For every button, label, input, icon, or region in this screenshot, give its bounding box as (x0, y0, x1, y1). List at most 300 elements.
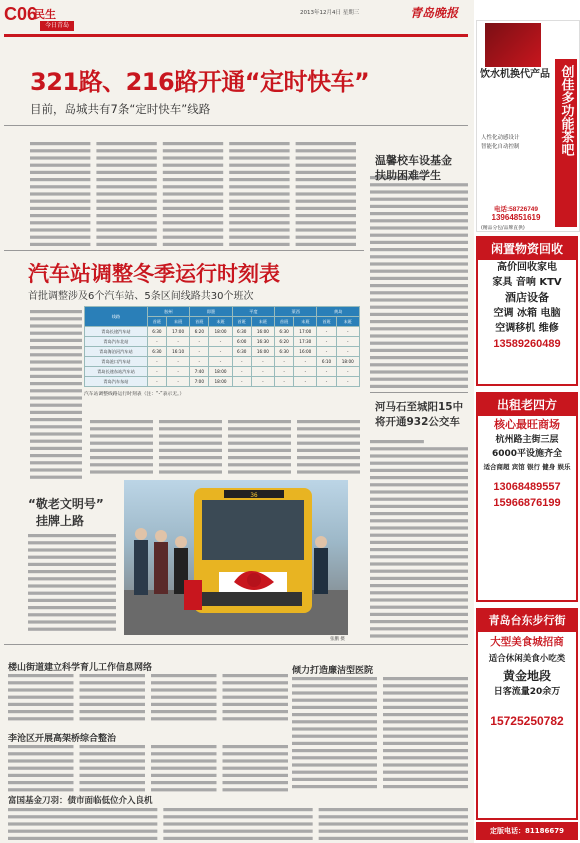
text-line (30, 346, 82, 349)
table-cell: - (190, 337, 209, 347)
text-line (8, 830, 157, 833)
table-cell: - (147, 377, 166, 387)
text-line (90, 456, 153, 459)
text-line (30, 353, 82, 356)
text-line (370, 476, 468, 479)
text-line (30, 149, 90, 152)
text-line (30, 468, 82, 471)
story2-rule (4, 250, 364, 251)
ad2-line-4: 空调 冰箱 电脑 (493, 308, 561, 319)
text-line (370, 562, 468, 565)
ad4-title: 青岛台东步行街 (478, 610, 576, 632)
text-line (8, 674, 74, 677)
text-line (163, 837, 312, 840)
text-line (319, 830, 468, 833)
ad-footer: 定版电话：81186679 (476, 822, 578, 840)
text-line (229, 228, 289, 231)
text-line (229, 164, 289, 167)
ad3-phone-2: 15966876199 (493, 497, 561, 509)
story3-headline (28, 496, 104, 530)
text-line (80, 717, 146, 720)
text-line (80, 745, 146, 748)
text-line (370, 183, 468, 186)
text-line (30, 324, 82, 327)
text-line (370, 320, 468, 323)
text-line (80, 703, 146, 706)
text-line (163, 221, 223, 224)
text-line (370, 598, 468, 601)
text-line (30, 375, 82, 378)
bottom-headline-3: 李沧区开展高架桥综合整治 (8, 734, 117, 744)
story3-headline-line-1: “敬老文明号” (28, 497, 104, 511)
table-cell: - (317, 327, 336, 337)
text-line (292, 763, 377, 766)
text-line (370, 440, 424, 443)
text-line (319, 822, 468, 825)
text-line (80, 688, 146, 691)
text-line (30, 228, 90, 231)
ad1-side-banner (555, 59, 577, 227)
text-line (223, 781, 289, 784)
table-row (85, 367, 360, 377)
ad1-image (485, 23, 541, 67)
table-row-header: 青岛海泊河汽车站 (85, 347, 148, 357)
text-line (370, 483, 468, 486)
table-cell: - (209, 337, 232, 347)
text-line (28, 556, 116, 559)
text-line (159, 442, 222, 445)
text-line (292, 684, 377, 687)
ad2-line-1: 高价回收家电 (497, 262, 557, 273)
text-line (297, 463, 360, 466)
text-line (296, 156, 356, 159)
text-line (229, 236, 289, 239)
text-line (30, 389, 82, 392)
text-line (383, 699, 468, 702)
text-line (370, 255, 468, 258)
text-line (163, 164, 223, 167)
ad1-phone-1: 电话:58726749 (493, 206, 539, 213)
text-line (8, 696, 74, 699)
text-line (229, 214, 289, 217)
section-subtitle: 今日青岛 (40, 21, 74, 31)
text-line (383, 778, 468, 781)
bottom-headline-4: 富国基金刀羽：债市面临低位介入良机 (8, 796, 153, 806)
text-line (370, 262, 468, 265)
text-line (163, 822, 312, 825)
text-line (292, 785, 377, 788)
text-line (159, 463, 222, 466)
table-cell: - (232, 367, 251, 377)
text-line (292, 699, 377, 702)
text-line (151, 781, 217, 784)
text-line (163, 214, 223, 217)
table-cell: 18:00 (209, 327, 232, 337)
text-line (370, 512, 468, 515)
ad3-subtitle: 核心最旺商场 (494, 418, 560, 431)
table-cell: - (294, 377, 317, 387)
text-line (292, 749, 377, 752)
table-cell: 6:10 (317, 357, 336, 367)
text-line (80, 781, 146, 784)
text-line (30, 185, 90, 188)
text-line (296, 171, 356, 174)
table-row-header: 青岛汽车东站 (85, 377, 148, 387)
text-line (223, 767, 289, 770)
text-line (223, 759, 289, 762)
text-line (151, 767, 217, 770)
text-line (228, 442, 291, 445)
table-cell: - (317, 367, 336, 377)
table-cell: - (147, 357, 166, 367)
text-line (151, 703, 217, 706)
side1-headline-line-2: 扶助困难学生 (375, 169, 441, 182)
text-line (229, 185, 289, 188)
table-cell: - (209, 347, 232, 357)
text-line (90, 434, 153, 437)
text-line (90, 463, 153, 466)
text-line (296, 228, 356, 231)
text-line (96, 236, 156, 239)
text-line (370, 334, 468, 337)
text-line (370, 570, 468, 573)
table-row-header: 青岛长途东站汽车站 (85, 367, 148, 377)
ad4-subtitle: 大型美食城招商 (490, 636, 564, 648)
side2-headline (375, 400, 463, 430)
text-line (96, 178, 156, 181)
text-line (163, 228, 223, 231)
text-line (96, 207, 156, 210)
ad1-phone-2: 13964851619 (491, 213, 541, 222)
ad1-note: (精品分包/品牌直供) (481, 226, 525, 231)
text-line (163, 192, 223, 195)
bus-illustration (124, 480, 348, 635)
table-cell: 6:20 (190, 327, 209, 337)
text-line (296, 185, 356, 188)
table-group-header-cell: 黄岛 (317, 307, 360, 317)
table-cell: 18:00 (209, 377, 232, 387)
text-line (96, 221, 156, 224)
text-line (319, 808, 468, 811)
text-line (370, 205, 468, 208)
table-cell: - (166, 337, 189, 347)
text-line (383, 742, 468, 745)
text-line (8, 815, 157, 818)
ad3-line-1: 杭州路主街三层 (495, 435, 559, 445)
text-line (151, 788, 217, 791)
table-cell: - (336, 347, 359, 357)
ad-column (474, 0, 580, 843)
text-line (96, 156, 156, 159)
table-group-header-cell: 胶州 (147, 307, 189, 317)
text-line (370, 447, 468, 450)
text-line (8, 781, 74, 784)
table-cell: 6:00 (232, 337, 251, 347)
text-line (383, 691, 468, 694)
text-line (28, 548, 116, 551)
text-line (30, 368, 82, 371)
table-cell: 16:00 (251, 347, 274, 357)
text-line (296, 207, 356, 210)
story2-subhead: 首批调整涉及6个汽车站、5条区间线路共30个班次 (28, 291, 254, 302)
text-line (8, 710, 74, 713)
table-row (85, 357, 360, 367)
ad3-phone-1: 13068489557 (493, 481, 561, 493)
table-cell: 6:30 (275, 347, 294, 357)
text-line (163, 808, 312, 811)
text-line (30, 440, 82, 443)
table-cell: - (294, 367, 317, 377)
text-line (228, 427, 291, 430)
text-line (80, 681, 146, 684)
paper-name: 青岛晚报 (410, 6, 459, 20)
text-line (151, 688, 217, 691)
text-line (28, 577, 116, 580)
table-sub-header-cell: 末班 (251, 317, 274, 327)
text-line (370, 606, 468, 609)
table-cell: - (251, 357, 274, 367)
text-line (228, 463, 291, 466)
text-line (163, 830, 312, 833)
text-line (90, 442, 153, 445)
text-line (30, 164, 90, 167)
ad1-side-text: 创佳多功能茶吧 (558, 65, 574, 156)
text-line (292, 706, 377, 709)
table-cell: - (275, 367, 294, 377)
text-line (96, 228, 156, 231)
text-line (383, 720, 468, 723)
table-cell: 7:40 (190, 367, 209, 377)
table-cell: 16:30 (251, 337, 274, 347)
text-line (151, 696, 217, 699)
text-line (30, 317, 82, 320)
text-line (223, 774, 289, 777)
ad-water-dispenser (476, 20, 580, 232)
bottom-rule (4, 644, 468, 645)
table-sub-header-cell: 首班 (232, 317, 251, 327)
ad4-line-2: 黄金地段 (502, 669, 551, 683)
lead-subhead: 目前，岛城共有7条“定时快车”线路 (30, 102, 211, 116)
table-sub-header-cell: 末班 (166, 317, 189, 327)
text-line (297, 434, 360, 437)
text-line (151, 774, 217, 777)
text-line (8, 703, 74, 706)
text-line (30, 200, 90, 203)
text-line (223, 788, 289, 791)
table-cell: - (147, 337, 166, 347)
text-line (292, 720, 377, 723)
text-line (30, 447, 82, 450)
text-line (370, 548, 468, 551)
text-line (30, 214, 90, 217)
text-line (163, 815, 312, 818)
text-line (159, 449, 222, 452)
text-line (96, 192, 156, 195)
table-cell: 17:00 (166, 327, 189, 337)
bus-photo (124, 480, 348, 635)
text-line (223, 745, 289, 748)
table-cell: - (251, 377, 274, 387)
ad2-line-2: 家具 音响 KTV (492, 277, 562, 288)
text-line (30, 432, 82, 435)
text-line (297, 427, 360, 430)
text-line (370, 226, 468, 229)
text-line (297, 449, 360, 452)
text-line (223, 681, 289, 684)
text-line (96, 185, 156, 188)
ad4-line-1: 适合休闲美食小吃类 (488, 654, 566, 664)
text-line (229, 200, 289, 203)
text-line (30, 461, 82, 464)
text-line (292, 756, 377, 759)
side2-rule (370, 392, 468, 393)
text-line (163, 171, 223, 174)
text-line (297, 442, 360, 445)
text-line (383, 763, 468, 766)
text-line (223, 703, 289, 706)
ad1-title: 饮水机换代产品 (480, 69, 550, 80)
ad-food-street (476, 608, 578, 820)
text-line (8, 717, 74, 720)
text-line (370, 634, 468, 637)
text-line (292, 778, 377, 781)
photo-credit: 张鹏 摄 (330, 637, 345, 642)
text-line (229, 243, 289, 246)
text-line (28, 628, 116, 631)
text-line (296, 236, 356, 239)
table-cell: 18:00 (209, 367, 232, 377)
text-line (296, 214, 356, 217)
text-line (159, 456, 222, 459)
table-cell: - (275, 357, 294, 367)
ad2-line-3: 酒店设备 (505, 291, 549, 304)
text-line (370, 519, 468, 522)
text-line (370, 627, 468, 630)
text-line (30, 221, 90, 224)
text-line (229, 171, 289, 174)
text-line (292, 735, 377, 738)
ad3-title: 出租老四方 (478, 394, 576, 416)
text-line (163, 200, 223, 203)
text-line (297, 470, 360, 473)
text-line (30, 476, 82, 479)
text-line (296, 200, 356, 203)
text-line (96, 149, 156, 152)
text-line (151, 717, 217, 720)
text-line (229, 178, 289, 181)
table-cell: 6:30 (232, 347, 251, 357)
text-line (8, 752, 74, 755)
text-line (296, 178, 356, 181)
text-line (383, 749, 468, 752)
table-row (85, 327, 360, 337)
text-line (8, 774, 74, 777)
text-line (370, 190, 468, 193)
text-line (30, 310, 82, 313)
text-line (30, 418, 82, 421)
text-line (370, 327, 468, 330)
table-cell: 7:00 (190, 377, 209, 387)
text-line (383, 684, 468, 687)
table-cell: - (166, 357, 189, 367)
table-cell: - (190, 357, 209, 367)
table-sub-header-cell: 首班 (275, 317, 294, 327)
text-line (229, 149, 289, 152)
text-line (28, 599, 116, 602)
text-line (28, 584, 116, 587)
text-line (80, 759, 146, 762)
table-cell: 6:30 (147, 347, 166, 357)
text-line (30, 178, 90, 181)
text-line (370, 526, 468, 529)
text-line (163, 178, 223, 181)
table-sub-header-cell: 首班 (190, 317, 209, 327)
text-line (383, 727, 468, 730)
text-line (30, 360, 82, 363)
text-line (163, 156, 223, 159)
text-line (223, 717, 289, 720)
table-group-header-cell: 线路 (85, 307, 148, 327)
bottom-headline-2: 倾力打造廉洁型医院 (292, 666, 374, 676)
text-line (8, 681, 74, 684)
text-line (292, 727, 377, 730)
text-line (370, 454, 468, 457)
text-line (370, 555, 468, 558)
text-line (370, 270, 468, 273)
text-line (159, 420, 222, 423)
text-line (8, 688, 74, 691)
text-line (96, 243, 156, 246)
text-line (30, 382, 82, 385)
text-line (229, 192, 289, 195)
table-cell: 17:00 (294, 327, 317, 337)
ad4-line-3: 日客流量20余万 (493, 687, 561, 697)
text-line (28, 541, 116, 544)
table-group-header (85, 307, 360, 317)
story3-headline-line-2: 挂牌上路 (36, 514, 85, 528)
text-line (96, 200, 156, 203)
ad4-phone: 15725250782 (490, 714, 564, 728)
text-line (30, 243, 90, 246)
table-row-header: 青岛长途汽车站 (85, 327, 148, 337)
text-line (90, 420, 153, 423)
text-line (370, 385, 468, 388)
text-line (292, 677, 377, 680)
text-line (370, 620, 468, 623)
text-line (370, 584, 468, 587)
table-cell: - (232, 377, 251, 387)
table-sub-header-cell: 末班 (294, 317, 317, 327)
text-line (90, 449, 153, 452)
text-line (228, 470, 291, 473)
table-group-header-cell: 平度 (232, 307, 274, 317)
text-line (80, 774, 146, 777)
text-line (319, 815, 468, 818)
text-line (28, 563, 116, 566)
text-line (30, 454, 82, 457)
text-line (151, 681, 217, 684)
text-line (296, 192, 356, 195)
text-line (383, 677, 468, 680)
text-line (8, 837, 157, 840)
side1-headline-line-1: 温馨校车设基金 (375, 154, 452, 167)
table-cell: - (251, 367, 274, 377)
table-cell: - (336, 337, 359, 347)
side2-headline-line-1: 河马石至城阳15中 (375, 401, 464, 413)
text-line (370, 306, 468, 309)
table-sub-header-cell: 首班 (147, 317, 166, 327)
text-line (96, 171, 156, 174)
